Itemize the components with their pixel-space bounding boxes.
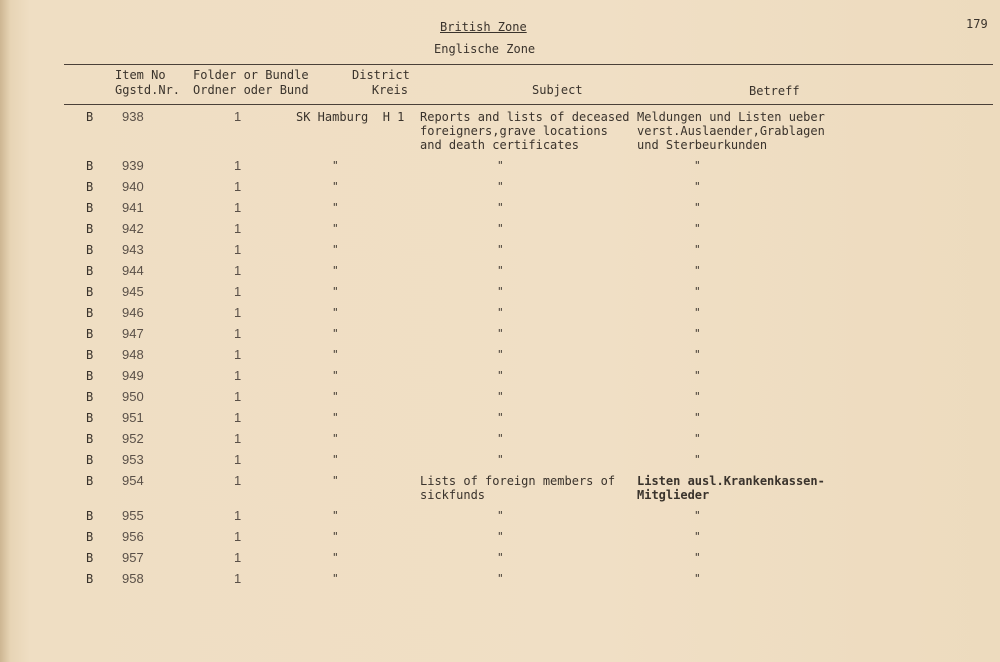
binding-edge bbox=[0, 0, 10, 662]
subject-cell: " bbox=[497, 306, 504, 319]
district-cell: " bbox=[332, 432, 339, 445]
district-cell: " bbox=[332, 159, 339, 172]
item-number: 946 bbox=[122, 305, 144, 320]
district-cell: " bbox=[332, 348, 339, 361]
row-letter: B bbox=[86, 432, 94, 446]
folder-count: 1 bbox=[234, 431, 242, 446]
district-cell: " bbox=[332, 180, 339, 193]
column-header-folder: Folder or Bundle Ordner oder Bund bbox=[193, 68, 309, 97]
subject-cell: " bbox=[497, 243, 504, 256]
row-letter: B bbox=[86, 327, 94, 341]
item-number: 951 bbox=[122, 410, 144, 425]
item-number: 953 bbox=[122, 452, 144, 467]
betreff-cell: " bbox=[694, 432, 701, 445]
column-header-betreff: Betreff bbox=[749, 84, 800, 98]
item-number: 956 bbox=[122, 529, 144, 544]
folder-count: 1 bbox=[234, 529, 242, 544]
betreff-cell: " bbox=[694, 572, 701, 585]
item-number: 952 bbox=[122, 431, 144, 446]
subject-cell: " bbox=[497, 159, 504, 172]
betreff-cell: " bbox=[694, 201, 701, 214]
betreff-cell: Listen ausl.Krankenkassen- Mitglieder bbox=[637, 474, 825, 502]
subject-cell: " bbox=[497, 551, 504, 564]
subject-cell: " bbox=[497, 222, 504, 235]
folder-count: 1 bbox=[234, 305, 242, 320]
betreff-cell: " bbox=[694, 306, 701, 319]
district-cell: " bbox=[332, 551, 339, 564]
header-rule-top bbox=[64, 64, 993, 65]
row-letter: B bbox=[86, 222, 94, 236]
item-number: 958 bbox=[122, 571, 144, 586]
district-cell: " bbox=[332, 411, 339, 424]
item-number: 947 bbox=[122, 326, 144, 341]
item-number: 942 bbox=[122, 221, 144, 236]
item-number: 945 bbox=[122, 284, 144, 299]
row-letter: B bbox=[86, 551, 94, 565]
betreff-cell: " bbox=[694, 222, 701, 235]
betreff-cell: " bbox=[694, 390, 701, 403]
item-number: 940 bbox=[122, 179, 144, 194]
folder-count: 1 bbox=[234, 508, 242, 523]
item-number: 957 bbox=[122, 550, 144, 565]
row-letter: B bbox=[86, 306, 94, 320]
district-cell: " bbox=[332, 306, 339, 319]
row-letter: B bbox=[86, 285, 94, 299]
folder-count: 1 bbox=[234, 263, 242, 278]
row-letter: B bbox=[86, 474, 94, 488]
betreff-cell: " bbox=[694, 327, 701, 340]
folder-count: 1 bbox=[234, 109, 242, 124]
folder-count: 1 bbox=[234, 347, 242, 362]
row-letter: B bbox=[86, 530, 94, 544]
page-number: 179 bbox=[966, 17, 988, 31]
district-cell: " bbox=[332, 222, 339, 235]
subject-cell: Reports and lists of deceased foreigners,grave locations and death certificates bbox=[420, 110, 630, 152]
betreff-cell: " bbox=[694, 264, 701, 277]
folder-count: 1 bbox=[234, 221, 242, 236]
betreff-cell: " bbox=[694, 243, 701, 256]
betreff-cell: " bbox=[694, 369, 701, 382]
row-letter: B bbox=[86, 390, 94, 404]
betreff-cell: " bbox=[694, 180, 701, 193]
subject-cell: " bbox=[497, 453, 504, 466]
row-letter: B bbox=[86, 509, 94, 523]
subject-cell: " bbox=[497, 348, 504, 361]
folder-count: 1 bbox=[234, 550, 242, 565]
item-number: 950 bbox=[122, 389, 144, 404]
subject-cell: " bbox=[497, 285, 504, 298]
district-cell: SK Hamburg H 1 bbox=[296, 110, 405, 124]
item-number: 948 bbox=[122, 347, 144, 362]
item-number: 943 bbox=[122, 242, 144, 257]
betreff-cell: " bbox=[694, 159, 701, 172]
betreff-cell: " bbox=[694, 285, 701, 298]
folder-count: 1 bbox=[234, 179, 242, 194]
subject-cell: " bbox=[497, 369, 504, 382]
page-subtitle: Englische Zone bbox=[434, 42, 536, 56]
betreff-cell: Meldungen und Listen ueber verst.Auslaender,Grablagen und Sterbeurkunden bbox=[637, 110, 825, 152]
subject-cell: " bbox=[497, 201, 504, 214]
district-cell: " bbox=[332, 530, 339, 543]
district-cell: " bbox=[332, 201, 339, 214]
row-letter: B bbox=[86, 453, 94, 467]
district-cell: " bbox=[332, 509, 339, 522]
row-letter: B bbox=[86, 243, 94, 257]
folder-count: 1 bbox=[234, 284, 242, 299]
row-letter: B bbox=[86, 369, 94, 383]
row-letter: B bbox=[86, 411, 94, 425]
district-cell: " bbox=[332, 474, 339, 487]
folder-count: 1 bbox=[234, 200, 242, 215]
folder-count: 1 bbox=[234, 473, 242, 488]
subject-cell: " bbox=[497, 411, 504, 424]
page-title: British Zone bbox=[440, 20, 527, 34]
district-cell: " bbox=[332, 390, 339, 403]
item-number: 954 bbox=[122, 473, 144, 488]
subject-cell: " bbox=[497, 530, 504, 543]
item-number: 944 bbox=[122, 263, 144, 278]
betreff-cell: " bbox=[694, 509, 701, 522]
column-header-subject: Subject bbox=[532, 83, 583, 97]
district-cell: " bbox=[332, 327, 339, 340]
betreff-cell: " bbox=[694, 453, 701, 466]
subject-cell: " bbox=[497, 509, 504, 522]
subject-cell: " bbox=[497, 264, 504, 277]
district-cell: " bbox=[332, 369, 339, 382]
folder-count: 1 bbox=[234, 389, 242, 404]
column-header-item: Item No Ggstd.Nr. bbox=[115, 68, 181, 97]
subject-cell: " bbox=[497, 180, 504, 193]
subject-cell: " bbox=[497, 572, 504, 585]
district-cell: " bbox=[332, 243, 339, 256]
row-letter: B bbox=[86, 180, 94, 194]
betreff-cell: " bbox=[694, 530, 701, 543]
subject-cell: " bbox=[497, 390, 504, 403]
item-number: 938 bbox=[122, 109, 144, 124]
item-number: 939 bbox=[122, 158, 144, 173]
row-letter: B bbox=[86, 572, 94, 586]
subject-cell: Lists of foreign members of sickfunds bbox=[420, 474, 616, 502]
item-number: 941 bbox=[122, 200, 144, 215]
subject-cell: " bbox=[497, 327, 504, 340]
folder-count: 1 bbox=[234, 326, 242, 341]
folder-count: 1 bbox=[234, 368, 242, 383]
folder-count: 1 bbox=[234, 452, 242, 467]
district-cell: " bbox=[332, 285, 339, 298]
folder-count: 1 bbox=[234, 158, 242, 173]
district-cell: " bbox=[332, 572, 339, 585]
column-header-district: District Kreis bbox=[352, 68, 410, 97]
item-number: 955 bbox=[122, 508, 144, 523]
row-letter: B bbox=[86, 264, 94, 278]
subject-cell: " bbox=[497, 432, 504, 445]
betreff-cell: " bbox=[694, 411, 701, 424]
folder-count: 1 bbox=[234, 571, 242, 586]
folder-count: 1 bbox=[234, 410, 242, 425]
district-cell: " bbox=[332, 453, 339, 466]
row-letter: B bbox=[86, 348, 94, 362]
betreff-cell: " bbox=[694, 348, 701, 361]
betreff-cell: " bbox=[694, 551, 701, 564]
district-cell: " bbox=[332, 264, 339, 277]
row-letter: B bbox=[86, 110, 94, 124]
row-letter: B bbox=[86, 159, 94, 173]
folder-count: 1 bbox=[234, 242, 242, 257]
row-letter: B bbox=[86, 201, 94, 215]
item-number: 949 bbox=[122, 368, 144, 383]
header-rule-bottom bbox=[64, 104, 993, 105]
